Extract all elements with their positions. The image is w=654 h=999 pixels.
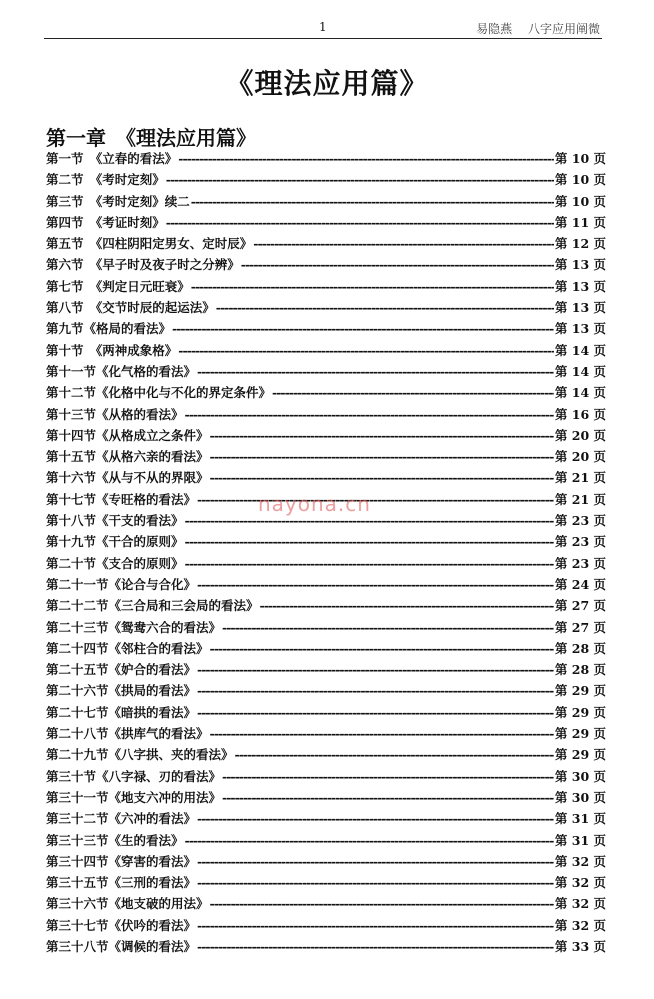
toc-entry-page: 第 20 页 bbox=[554, 449, 606, 465]
toc-leader bbox=[178, 148, 554, 169]
toc-entry-title: 第二十五节《妒合的看法》 bbox=[46, 662, 197, 678]
toc-entry-title: 第四节 《考证时刻》 bbox=[46, 214, 165, 230]
toc-entry-title: 第十一节《化气格的看法》 bbox=[46, 363, 197, 379]
toc-leader bbox=[197, 851, 554, 872]
toc-entry[interactable] bbox=[46, 340, 606, 361]
toc-entry-page: 第 29 页 bbox=[554, 726, 606, 742]
toc-entry-page: 第 13 页 bbox=[554, 321, 606, 337]
toc-entry-page: 第 21 页 bbox=[554, 491, 606, 507]
toc-entry-page: 第 31 页 bbox=[554, 811, 606, 827]
toc-entry-page: 第 20 页 bbox=[554, 427, 606, 443]
toc-leader bbox=[197, 680, 554, 701]
toc-entry-page: 第 27 页 bbox=[554, 619, 606, 635]
toc-leader bbox=[272, 382, 554, 403]
toc-entry-title: 第七节 《判定日元旺衰》 bbox=[46, 278, 190, 294]
toc-entry[interactable] bbox=[46, 659, 606, 680]
toc-entry-title: 第八节 《交节时辰的起运法》 bbox=[46, 300, 215, 316]
toc-entry-page: 第 32 页 bbox=[554, 875, 606, 891]
toc-leader bbox=[216, 297, 554, 318]
toc-entry[interactable] bbox=[46, 233, 606, 254]
toc-entry-title: 第三十六节《地支破的用法》 bbox=[46, 896, 209, 912]
toc-entry[interactable] bbox=[46, 808, 606, 829]
toc-entry-page: 第 16 页 bbox=[554, 406, 606, 422]
toc-entry-page: 第 11 页 bbox=[554, 214, 606, 230]
toc-entry[interactable] bbox=[46, 148, 606, 169]
toc-entry-title: 第一节 《立春的看法》 bbox=[46, 151, 178, 166]
toc-leader bbox=[172, 318, 554, 339]
toc-entry-title: 第五节 《四柱阴阳定男女、定时辰》 bbox=[46, 236, 253, 252]
page-title: 《理法应用篇》 bbox=[225, 67, 429, 100]
toc-entry-page: 第 28 页 bbox=[554, 662, 606, 678]
toc-leader bbox=[260, 595, 554, 616]
toc-leader bbox=[197, 808, 554, 829]
page-header bbox=[44, 18, 602, 39]
toc-entry[interactable] bbox=[46, 744, 606, 765]
toc-entry[interactable] bbox=[46, 830, 606, 851]
toc-leader bbox=[210, 723, 554, 744]
toc-entry[interactable] bbox=[46, 638, 606, 659]
toc-entry-page: 第 32 页 bbox=[554, 917, 606, 933]
toc-entry-title: 第二十九节《八字拱、夹的看法》 bbox=[46, 747, 234, 763]
toc-entry-title: 第六节 《早子时及夜子时之分辨》 bbox=[46, 257, 240, 273]
toc-entry-title: 第三十二节《六冲的看法》 bbox=[46, 811, 197, 827]
toc-entry-title: 第二十六节《拱局的看法》 bbox=[46, 683, 197, 699]
toc-entry-title: 第二节 《考时定刻》 bbox=[46, 172, 165, 188]
toc-leader bbox=[197, 489, 554, 510]
toc-entry[interactable] bbox=[46, 169, 606, 190]
toc-entry-page: 第 10 页 bbox=[554, 193, 606, 209]
toc-leader bbox=[197, 574, 554, 595]
toc-entry-page: 第 14 页 bbox=[554, 385, 606, 401]
toc-entry[interactable] bbox=[46, 574, 606, 595]
toc-entry-page: 第 13 页 bbox=[554, 300, 606, 316]
toc-entry[interactable] bbox=[46, 361, 606, 382]
toc-entry-page: 第 23 页 bbox=[554, 555, 606, 571]
toc-entry-page: 第 30 页 bbox=[554, 768, 606, 784]
toc-entry-title: 第十二节《化格中化与不化的界定条件》 bbox=[46, 385, 272, 401]
toc-leader bbox=[166, 212, 554, 233]
toc-leader bbox=[178, 340, 554, 361]
toc-entry[interactable] bbox=[46, 893, 606, 914]
toc-entry[interactable] bbox=[46, 787, 606, 808]
toc-entry-page: 第 23 页 bbox=[554, 513, 606, 529]
toc-entry-title: 第三十节《八字禄、刃的看法》 bbox=[46, 768, 222, 784]
toc-entry[interactable] bbox=[46, 766, 606, 787]
toc-entry-title: 第十六节《从与不从的界限》 bbox=[46, 470, 209, 486]
toc-entry-page: 第 29 页 bbox=[554, 683, 606, 699]
toc-entry-page: 第 27 页 bbox=[554, 598, 606, 614]
toc-entry[interactable] bbox=[46, 276, 606, 297]
table-of-contents bbox=[46, 148, 606, 957]
toc-entry[interactable] bbox=[46, 531, 606, 552]
toc-entry[interactable] bbox=[46, 680, 606, 701]
toc-leader bbox=[191, 191, 554, 212]
toc-leader bbox=[210, 446, 554, 467]
toc-entry[interactable] bbox=[46, 318, 606, 339]
toc-entry-page: 第 14 页 bbox=[554, 342, 606, 358]
toc-entry-title: 第二十七节《暗拱的看法》 bbox=[46, 704, 197, 720]
toc-entry[interactable] bbox=[46, 595, 606, 616]
toc-entry[interactable] bbox=[46, 212, 606, 233]
toc-leader bbox=[185, 531, 554, 552]
toc-entry-page: 第 12 页 bbox=[554, 236, 606, 252]
toc-entry-page: 第 13 页 bbox=[554, 257, 606, 273]
toc-entry-page: 第 13 页 bbox=[554, 278, 606, 294]
toc-entry-title: 第二十一节《论合与合化》 bbox=[46, 576, 197, 592]
toc-entry-title: 第十五节《从格六亲的看法》 bbox=[46, 449, 209, 465]
running-title: 易隐燕 八字应用阐微 bbox=[476, 22, 600, 36]
toc-entry-page: 第 24 页 bbox=[554, 576, 606, 592]
toc-entry-title: 第十四节《从格成立之条件》 bbox=[46, 427, 209, 443]
toc-leader bbox=[197, 936, 554, 957]
toc-entry[interactable] bbox=[46, 617, 606, 638]
toc-entry-page: 第 32 页 bbox=[554, 853, 606, 869]
toc-entry[interactable] bbox=[46, 553, 606, 574]
toc-leader bbox=[210, 425, 554, 446]
toc-entry-title: 第三十七节《伏吟的看法》 bbox=[46, 917, 197, 933]
toc-entry-title: 第二十节《支合的原则》 bbox=[46, 555, 184, 571]
toc-entry[interactable] bbox=[46, 297, 606, 318]
toc-entry-page: 第 23 页 bbox=[554, 534, 606, 550]
toc-entry-page: 第 33 页 bbox=[554, 938, 606, 954]
toc-entry-title: 第三十三节《生的看法》 bbox=[46, 832, 184, 848]
chapter-heading: 第一章 《理法应用篇》 bbox=[46, 126, 256, 150]
toc-leader bbox=[197, 872, 554, 893]
toc-entry-title: 第三十一节《地支六冲的用法》 bbox=[46, 789, 222, 805]
toc-entry[interactable] bbox=[46, 404, 606, 425]
toc-leader bbox=[222, 617, 554, 638]
toc-entry[interactable] bbox=[46, 446, 606, 467]
toc-entry[interactable] bbox=[46, 467, 606, 488]
toc-leader bbox=[253, 233, 554, 254]
toc-leader bbox=[197, 659, 554, 680]
toc-entry-title: 第九节《格局的看法》 bbox=[46, 321, 172, 337]
toc-entry[interactable] bbox=[46, 254, 606, 275]
toc-entry-title: 第二十三节《鸳鸯六合的看法》 bbox=[46, 619, 222, 635]
toc-leader bbox=[241, 254, 554, 275]
toc-entry[interactable] bbox=[46, 723, 606, 744]
toc-entry[interactable] bbox=[46, 872, 606, 893]
toc-entry-title: 第三十四节《穿害的看法》 bbox=[46, 853, 197, 869]
toc-entry-title: 第二十二节《三合局和三会局的看法》 bbox=[46, 598, 259, 614]
watermark: nayona.cn bbox=[258, 492, 371, 516]
toc-entry-title: 第三十八节《调候的看法》 bbox=[46, 938, 197, 954]
toc-leader bbox=[222, 766, 554, 787]
toc-leader bbox=[235, 744, 554, 765]
toc-leader bbox=[222, 787, 554, 808]
toc-entry[interactable] bbox=[46, 936, 606, 957]
toc-entry-page: 第 30 页 bbox=[554, 789, 606, 805]
toc-entry-page: 第 31 页 bbox=[554, 832, 606, 848]
toc-entry-title: 第十九节《干合的原则》 bbox=[46, 534, 184, 550]
toc-entry[interactable] bbox=[46, 915, 606, 936]
toc-entry-title: 第十八节《干支的看法》 bbox=[46, 513, 184, 529]
toc-entry-title: 第三节 《考时定刻》续二 bbox=[46, 193, 190, 209]
toc-entry-title: 第三十五节《三刑的看法》 bbox=[46, 875, 197, 891]
toc-entry-page: 第 10 页 bbox=[554, 172, 606, 188]
toc-entry-page: 第 14 页 bbox=[554, 363, 606, 379]
toc-leader bbox=[197, 702, 554, 723]
toc-entry-page: 第 29 页 bbox=[554, 704, 606, 720]
toc-leader bbox=[185, 553, 554, 574]
toc-entry-page: 第 10 页 bbox=[554, 151, 606, 166]
toc-leader bbox=[166, 169, 554, 190]
toc-entry-title: 第十三节《从格的看法》 bbox=[46, 406, 184, 422]
toc-leader bbox=[197, 361, 554, 382]
toc-entry-title: 第十七节《专旺格的看法》 bbox=[46, 491, 197, 507]
toc-entry-title: 第二十八节《拱库气的看法》 bbox=[46, 726, 209, 742]
toc-entry-title: 第十节 《两神成象格》 bbox=[46, 342, 178, 358]
toc-entry[interactable] bbox=[46, 191, 606, 212]
toc-entry-title: 第二十四节《邻柱合的看法》 bbox=[46, 640, 209, 656]
toc-entry-page: 第 32 页 bbox=[554, 896, 606, 912]
toc-leader bbox=[185, 830, 554, 851]
toc-entry[interactable] bbox=[46, 702, 606, 723]
toc-leader bbox=[210, 638, 554, 659]
toc-entry-page: 第 28 页 bbox=[554, 640, 606, 656]
toc-entry-page: 第 29 页 bbox=[554, 747, 606, 763]
toc-entry[interactable] bbox=[46, 425, 606, 446]
toc-leader bbox=[197, 915, 554, 936]
toc-leader bbox=[210, 893, 554, 914]
toc-entry-page: 第 21 页 bbox=[554, 470, 606, 486]
page-number: 1 bbox=[319, 20, 327, 34]
toc-leader bbox=[210, 467, 554, 488]
toc-entry[interactable] bbox=[46, 851, 606, 872]
toc-entry[interactable] bbox=[46, 382, 606, 403]
toc-leader bbox=[191, 276, 554, 297]
toc-leader bbox=[185, 404, 554, 425]
